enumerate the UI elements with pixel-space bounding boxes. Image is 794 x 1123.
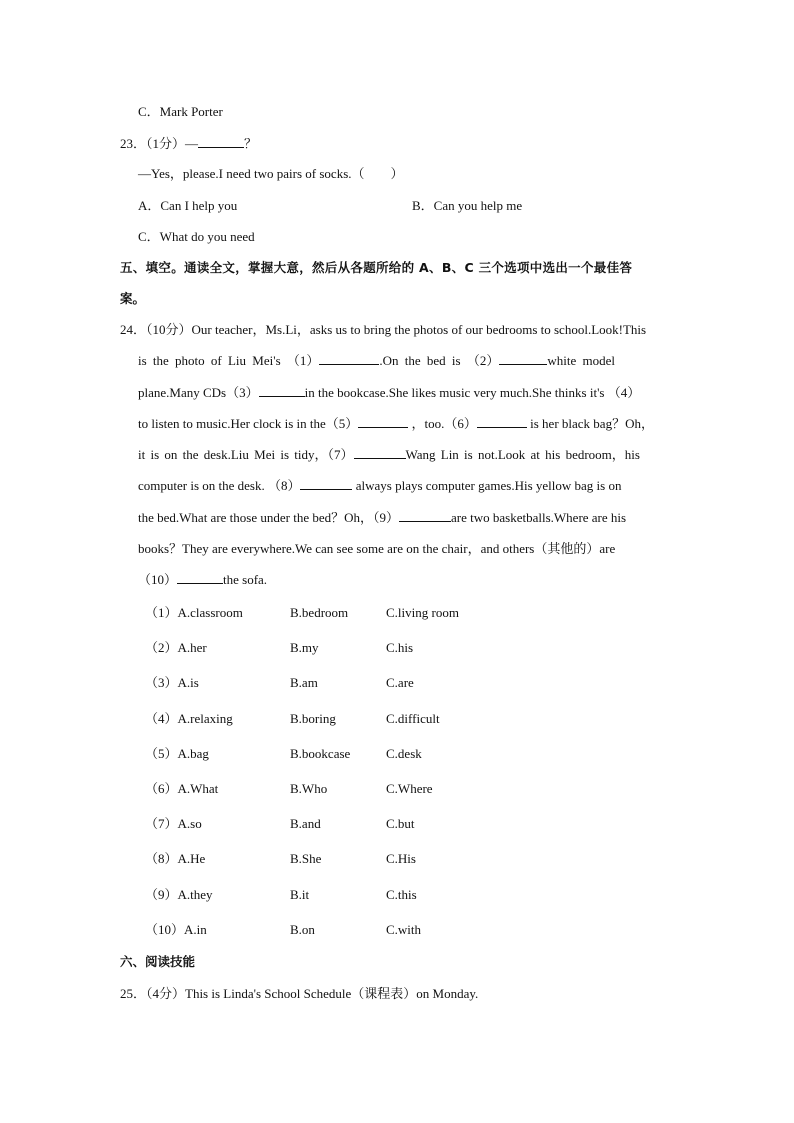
q24-option-c: C.but [386,816,415,831]
q23-number: 23．（1分）— [120,136,199,151]
q24-line-6: computer is on the desk. （8） always plays computer games.His yellow bag is on [138,478,622,493]
q24-option-row [145,779,545,799]
q24-option-row [145,673,545,693]
q24-line-2: is the photo of Liu Mei's （1） .On the bed is （2） white model [138,353,615,368]
q24-blank-7 [354,446,406,459]
q24-blank-9 [399,509,451,522]
q24-option-c: C.this [386,887,417,902]
q24-option-b: B.She [290,851,322,866]
q24-option-row [145,920,545,940]
q24-option-a: （9）A.they [145,887,213,902]
q24-blank-5 [358,415,408,428]
q24-line-1: 24．（10分）Our teacher，Ms.Li，asks us to bring the photos of our bedrooms to school.Look!This [120,322,647,337]
q24-option-row [145,638,545,658]
q23-stem [120,135,257,153]
q24-line-7: the bed.What are those under the bed？Oh，（9） are two basketballs.Where are his [138,510,627,525]
q24-blank-2 [499,352,547,365]
q24-option-row [145,709,545,729]
q24-blank-1 [319,352,379,365]
q25-stem: 25．（4分）This is Linda's School Schedule（课程表）on Monday. [120,986,479,1001]
q24-option-row [145,849,545,869]
q24-option-b: B.my [290,640,319,655]
q24-option-b: B.on [290,922,315,937]
q24-option-row [145,814,545,834]
q24-line-5: it is on the desk.Liu Mei is tidy，（7） Wang Lin is not.Look at his bedroom，his [138,447,640,462]
q24-blank-3 [259,384,305,397]
q24-option-c: C.difficult [386,711,440,726]
section6-heading: 六、阅读技能 [120,954,196,969]
q24-option-a: （5）A.bag [145,746,209,761]
q24-option-b: B.Who [290,781,328,796]
q24-option-row [145,744,545,764]
q23-option-c: C．What do you need [138,229,255,244]
q24-option-c: C.Where [386,781,433,796]
q23-question-mark: ？ [244,136,258,151]
q24-line-3: plane.Many CDs（3） in the bookcase.She likes music very much.She thinks it's （4） [138,385,641,400]
q23-answer-line: —Yes，please.I need two pairs of socks.（ ） [138,166,404,181]
q24-option-row [145,603,545,623]
q24-option-b: B.bedroom [290,605,349,620]
section5-heading-line1: 五、填空。通读全文，掌握大意，然后从各题所给的 A、B、C 三个选项中选出一个最佳答 [120,260,633,275]
q24-option-b: B.and [290,816,321,831]
q24-option-a: （6）A.What [145,781,219,796]
q24-option-a: （8）A.He [145,851,206,866]
q24-line-8: books？They are everywhere.We can see some are on the chair，and others（其他的）are [138,541,616,556]
q24-option-b: B.bookcase [290,746,351,761]
q24-line-4: to listen to music.Her clock is in the（5） ，too.（6） is her black bag？Oh， [138,416,654,431]
q24-blank-10 [177,571,223,584]
q24-option-c: C.desk [386,746,422,761]
q24-blank-8 [300,477,352,490]
q23-blank [198,135,244,148]
q24-option-a: （4）A.relaxing [145,711,233,726]
q24-option-a: （7）A.so [145,816,202,831]
section5-heading-line2: 案。 [120,291,146,306]
q24-option-c: C.living room [386,605,459,620]
q23-option-a: A．Can I help you [138,198,238,213]
q24-option-a: （3）A.is [145,675,199,690]
q24-option-a: （10）A.in [145,922,207,937]
q24-option-row [145,885,545,905]
q23-option-b: B．Can you help me [412,198,523,213]
q24-option-c: C.with [386,922,422,937]
q24-option-c: C.His [386,851,416,866]
q24-option-a: （1）A.classroom [145,605,243,620]
q24-option-b: B.it [290,887,310,902]
q24-line-9: （10） the sofa. [138,572,268,587]
q24-option-c: C.his [386,640,414,655]
q24-option-c: C.are [386,675,414,690]
q24-blank-6 [477,415,527,428]
q22-option-c: C．Mark Porter [138,104,223,119]
q24-option-a: （2）A.her [145,640,207,655]
q24-option-b: B.am [290,675,318,690]
q24-option-b: B.boring [290,711,336,726]
